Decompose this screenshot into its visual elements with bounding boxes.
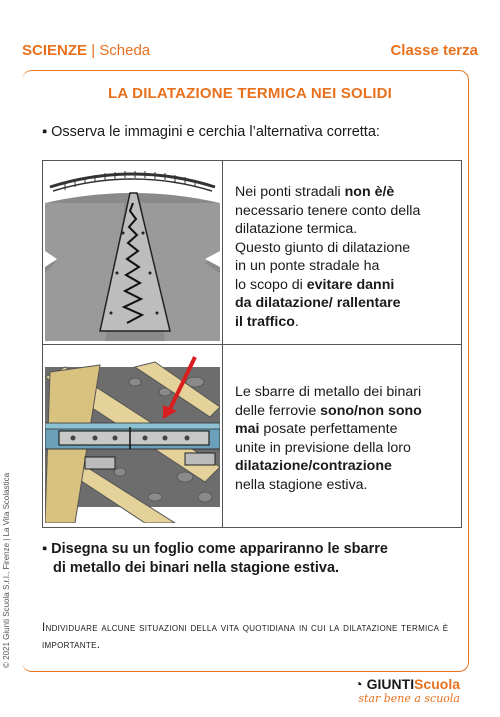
page-title: LA DILATAZIONE TERMICA NEI SOLIDI — [107, 85, 393, 102]
instruction-2 — [42, 540, 388, 578]
text-line: dilatazione/contrazione — [235, 458, 392, 474]
text-line: lo scopo di evitare danni — [235, 276, 395, 293]
text-line: da dilatazione/ rallentare — [235, 295, 401, 311]
logo-g-icon: ◔ — [354, 676, 363, 692]
subject-label — [22, 42, 150, 59]
text-line: nella stagione estiva. — [235, 476, 368, 493]
instruction-1-text: Osserva le immagini e cerchia l’alternativa corretta: — [51, 124, 380, 140]
text-line: necessario tenere conto della — [235, 202, 421, 219]
teacher-note: Individuare alcune situazioni della vita quotidiana in cui la dilatazione termica è importante. — [42, 622, 449, 651]
text-line: delle ferrovie sono/non sono — [235, 402, 422, 419]
logo-brand-bold: GIUNTI — [366, 676, 415, 692]
bullet-icon: ▪ — [42, 124, 48, 140]
table-divider-horizontal — [42, 344, 462, 345]
text-line: Nei ponti stradali non è/è — [235, 184, 395, 200]
publisher-logo — [354, 676, 460, 705]
text-line: unite in previsione della loro — [235, 439, 411, 456]
bridge-joint-illustration — [45, 163, 220, 341]
text-line: il traffico. — [235, 313, 299, 330]
text-line: mai posate perfettamente — [235, 421, 398, 437]
page-header — [22, 42, 478, 64]
logo-brand-name: Scuola — [414, 676, 460, 692]
rail-question-text — [235, 383, 445, 494]
bridge-question-text — [235, 183, 445, 331]
copyright-wrap — [2, 472, 12, 678]
subject-name: SCIENZE — [22, 42, 88, 59]
section-name: Scheda — [99, 42, 151, 59]
header-separator: | — [91, 42, 96, 59]
text-line: dilatazione termica. — [235, 221, 358, 237]
logo-tagline: star bene a scuola — [358, 692, 460, 705]
bullet-icon: ▪ — [42, 541, 48, 557]
logo-brand — [354, 676, 460, 692]
rail-joint-illustration — [45, 347, 220, 523]
table-divider-vertical — [222, 160, 223, 528]
text-line: Questo giunto di dilatazione — [235, 239, 411, 256]
instruction-1 — [42, 124, 380, 140]
instruction-2-line: ▪ Disegna su un foglio come appariranno le sbarre — [42, 541, 388, 557]
grade-label: Classe terza — [390, 42, 478, 59]
instruction-2-line: di metallo dei binari nella stagione estiva. — [53, 560, 340, 576]
copyright-text: © 2021 Giunti Scuola S.r.l., Firenze | La Vita Scolastica — [2, 472, 11, 668]
text-line: in un ponte stradale ha — [235, 258, 380, 274]
text-line: Le sbarre di metallo dei binari — [235, 384, 422, 400]
